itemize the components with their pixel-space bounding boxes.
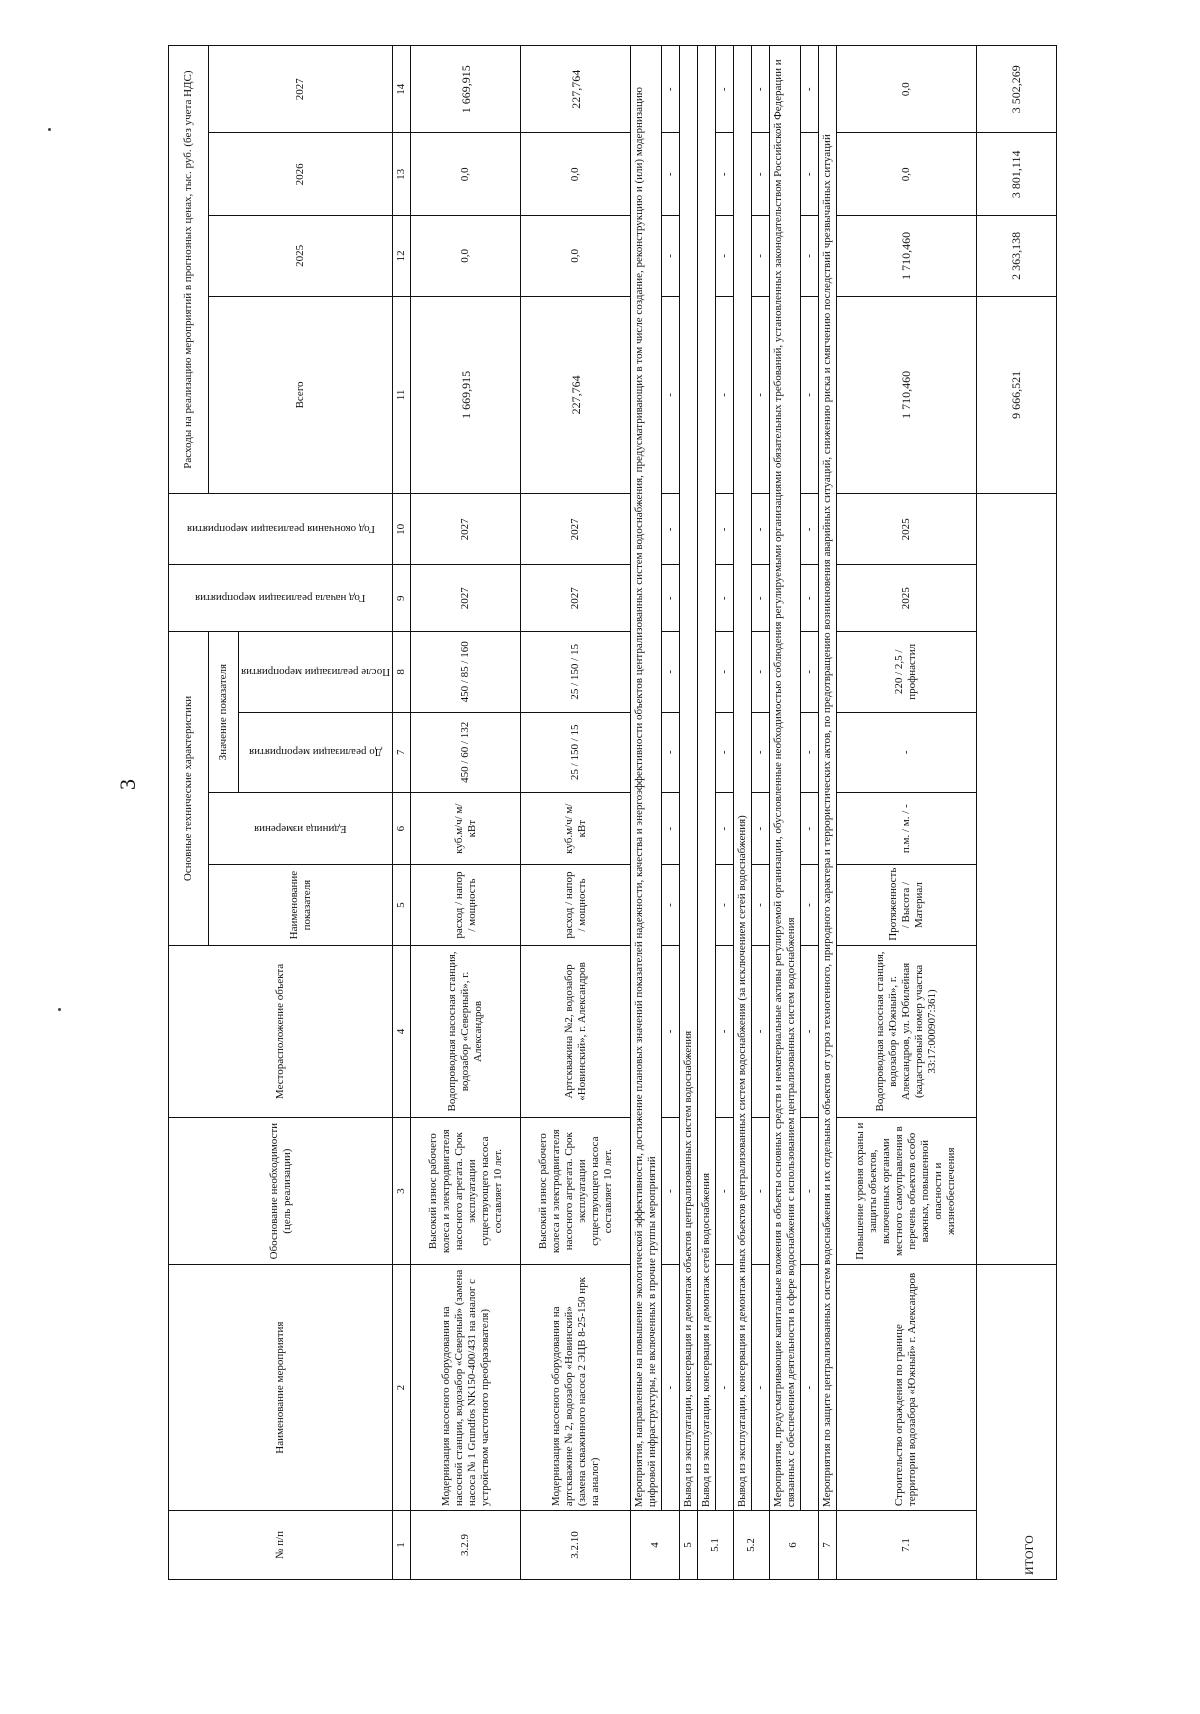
totals-spacer bbox=[976, 494, 1056, 1265]
col-index: 1 bbox=[393, 1511, 411, 1580]
dash-cell: - bbox=[800, 296, 818, 494]
dash-row bbox=[751, 46, 769, 1580]
indicator-name: расход / напор / мощность bbox=[411, 865, 521, 945]
measure-justification: Высокий износ рабочего колеса и электродвигателя насосного агрегата. Срок эксплуатации существующего насоса составляет 10 лет. bbox=[411, 1118, 521, 1265]
dash-cell: - bbox=[715, 792, 733, 864]
dash-cell: - bbox=[751, 792, 769, 864]
value-after: 220 / 2,5 / профнастил bbox=[836, 632, 976, 712]
dash-cell: - bbox=[662, 945, 680, 1117]
dash-cell: - bbox=[662, 632, 680, 712]
dash-row bbox=[800, 46, 818, 1580]
dash-cell: - bbox=[800, 216, 818, 296]
row-num: 5.2 bbox=[733, 1511, 769, 1580]
col-index: 12 bbox=[393, 216, 411, 296]
group-row-4 bbox=[631, 46, 662, 1580]
dash-cell: - bbox=[751, 296, 769, 494]
column-index-row bbox=[393, 46, 411, 1580]
dash-cell: - bbox=[751, 1118, 769, 1265]
row-num: 3.2.10 bbox=[521, 1511, 631, 1580]
cost-2026: 0,0 bbox=[521, 133, 631, 216]
measure-name: Модернизация насосного оборудования на артскважине № 2, водозабор «Новинский» (замена скважинного насоса 2 ЭЦВ 8-25-150 нрк на аналог) bbox=[521, 1265, 631, 1511]
totals-label: ИТОГО bbox=[976, 1265, 1056, 1580]
totals-2026: 3 801,114 bbox=[976, 133, 1056, 216]
dash-cell: - bbox=[715, 1265, 733, 1511]
col-index: 4 bbox=[393, 945, 411, 1117]
dash-cell: - bbox=[800, 792, 818, 864]
dash-cell: - bbox=[751, 712, 769, 792]
header-2026: 2026 bbox=[209, 133, 393, 216]
table-row-3-2-10 bbox=[521, 46, 631, 1580]
group-row-5-1 bbox=[698, 46, 716, 1580]
dash-cell: - bbox=[715, 133, 733, 216]
row-num: 7 bbox=[818, 1511, 836, 1580]
group-row-7 bbox=[818, 46, 836, 1580]
row-num: 6 bbox=[769, 1511, 818, 1580]
header-end-year bbox=[169, 494, 393, 565]
col-index: 13 bbox=[393, 133, 411, 216]
dash-cell: - bbox=[751, 632, 769, 712]
dash-cell: - bbox=[800, 865, 818, 945]
table-row-3-2-9 bbox=[411, 46, 521, 1580]
dash-cell: - bbox=[715, 565, 733, 632]
value-after: 450 / 85 / 160 bbox=[411, 632, 521, 712]
header-total: Всего bbox=[209, 296, 393, 494]
measure-justification: Высокий износ рабочего колеса и электродвигателя насосного агрегата. Срок эксплуатации существующего насоса составляет 10 лет. bbox=[521, 1118, 631, 1265]
cost-2025: 1 710,460 bbox=[836, 216, 976, 296]
start-year: 2027 bbox=[521, 565, 631, 632]
cost-2025: 0,0 bbox=[411, 216, 521, 296]
header-before bbox=[239, 712, 393, 792]
dash-cell: - bbox=[800, 133, 818, 216]
indicator-unit: п.м. / м. / - bbox=[836, 792, 976, 864]
dash-cell: - bbox=[751, 216, 769, 296]
group-title: Мероприятия, направленные на повышение экологической эффективности, достижение плановых значений показателей надежности, качества и энергоэффективности объектов централизованных систем водоснабжения, предусматривающих в том числе создание, реконструкцию и (или) модернизацию цифровой инфраструктуры, не включенных в прочие группы мероприятий bbox=[631, 46, 662, 1511]
header-location: Месторасположение объекта bbox=[169, 945, 393, 1117]
group-row-6 bbox=[769, 46, 800, 1580]
scan-speck bbox=[58, 1008, 61, 1011]
dash-cell: - bbox=[662, 565, 680, 632]
header-name: Наименование мероприятия bbox=[169, 1265, 393, 1511]
value-after: 25 / 150 / 15 bbox=[521, 632, 631, 712]
dash-cell: - bbox=[662, 46, 680, 133]
dash-cell: - bbox=[751, 565, 769, 632]
col-index: 5 bbox=[393, 865, 411, 945]
dash-cell: - bbox=[715, 494, 733, 565]
end-year: 2025 bbox=[836, 494, 976, 565]
col-index: 7 bbox=[393, 712, 411, 792]
dash-cell: - bbox=[715, 945, 733, 1117]
page-number: 3 bbox=[115, 779, 140, 790]
header-unit-text: Единица измерения bbox=[254, 822, 347, 835]
group-title: Вывод из эксплуатации, консервация и демонтаж объектов централизованных систем водоснабжения bbox=[680, 46, 698, 1511]
group-title: Мероприятия, предусматривающие капитальные вложения в объекты основных средств и нематериальные активы регулируемой организации, обусловленные необходимостью соблюдения регулируемыми организациями обязательных требований, установленных законодательством Российской Федерации и связанных с обеспечением деятельности в сфере водоснабжения с использованием централизованных систем водоснабжения bbox=[769, 46, 800, 1511]
row-num: 7.1 bbox=[836, 1511, 976, 1580]
totals-row bbox=[976, 46, 1056, 1580]
cost-2025: 0,0 bbox=[521, 216, 631, 296]
col-index: 14 bbox=[393, 46, 411, 133]
dash-row bbox=[662, 46, 680, 1580]
investment-program-table-sheet bbox=[168, 45, 1040, 1580]
cost-2026: 0,0 bbox=[411, 133, 521, 216]
dash-cell: - bbox=[715, 296, 733, 494]
col-index: 3 bbox=[393, 1118, 411, 1265]
dash-cell: - bbox=[715, 1118, 733, 1265]
header-2027: 2027 bbox=[209, 46, 393, 133]
indicator-name: Протяженность / Высота / Материал bbox=[836, 865, 976, 945]
dash-cell: - bbox=[662, 712, 680, 792]
object-location: Водопроводная насосная станция, водозабор «Южный», г. Александров, ул. Юбилейная (кадастровый номер участка 33:17:000907:361) bbox=[836, 945, 976, 1117]
dash-cell: - bbox=[662, 494, 680, 565]
group-title: Мероприятия по защите централизованных систем водоснабжения и их отдельных объектов от угроз техногенного, природного характера и террористических актов, по предотвращению возникновения аварийных ситуаций, снижению риска и смягчению последствий чрезвычайных ситуаций bbox=[818, 46, 836, 1511]
group-title: Вывод из эксплуатации, консервация и демонтаж иных объектов централизованных систем водоснабжения (за исключением сетей водоснабжения) bbox=[733, 46, 751, 1511]
dash-cell: - bbox=[715, 216, 733, 296]
header-start-year-text: Год начала реализации мероприятия bbox=[195, 592, 366, 605]
measure-name: Модернизация насосного оборудования на насосной станции, водозабор «Северный» (замена насоса № 1 Grundfos NK150-400/431 на аналог с устройством частотного преобразователя) bbox=[411, 1265, 521, 1511]
totals-total: 9 666,521 bbox=[976, 296, 1056, 494]
col-index: 6 bbox=[393, 792, 411, 864]
cost-2027: 0,0 bbox=[836, 46, 976, 133]
start-year: 2025 bbox=[836, 565, 976, 632]
row-num: 5.1 bbox=[698, 1511, 734, 1580]
header-num: № п/п bbox=[169, 1511, 393, 1580]
dash-cell: - bbox=[751, 945, 769, 1117]
cost-2026: 0,0 bbox=[836, 133, 976, 216]
row-num: 4 bbox=[631, 1511, 680, 1580]
header-unit bbox=[209, 792, 393, 864]
indicator-unit: куб.м/ч/ м/ кВт bbox=[521, 792, 631, 864]
header-tech-group: Основные технические характеристики bbox=[169, 632, 209, 946]
object-location: Артскважина №2, водозабор «Новинский», г. Александров bbox=[521, 945, 631, 1117]
dash-cell: - bbox=[715, 632, 733, 712]
dash-cell: - bbox=[800, 945, 818, 1117]
value-before: 25 / 150 / 15 bbox=[521, 712, 631, 792]
header-before-text: До реализации мероприятия bbox=[248, 746, 383, 759]
group-title: Вывод из эксплуатации, консервация и демонтаж сетей водоснабжения bbox=[698, 46, 716, 1511]
col-index: 8 bbox=[393, 632, 411, 712]
dash-cell: - bbox=[662, 1265, 680, 1511]
dash-cell: - bbox=[715, 712, 733, 792]
indicator-unit: куб.м/ч/ м/ кВт bbox=[411, 792, 521, 864]
measure-name: Строительство ограждения по границе территории водозабора «Южный» г. Александров bbox=[836, 1265, 976, 1511]
col-index: 10 bbox=[393, 494, 411, 565]
measure-justification: Повышение уровня охраны и защиты объектов, включенных органами местного самоуправления в перечень объектов особо важных, повышенной опасности и жизнеобеспечения bbox=[836, 1118, 976, 1265]
object-location: Водопроводная насосная станция, водозабор «Северный», г. Александров bbox=[411, 945, 521, 1117]
header-2025: 2025 bbox=[209, 216, 393, 296]
indicator-name: расход / напор / мощность bbox=[521, 865, 631, 945]
cost-total: 1 669,915 bbox=[411, 296, 521, 494]
dash-cell: - bbox=[800, 632, 818, 712]
header-indicator-name: Наименование показателя bbox=[209, 865, 393, 945]
row-num: 5 bbox=[680, 1511, 698, 1580]
header-after-text: После реализации мероприятия bbox=[241, 665, 391, 678]
group-row-5 bbox=[680, 46, 698, 1580]
value-before: - bbox=[836, 712, 976, 792]
totals-2025: 2 363,138 bbox=[976, 216, 1056, 296]
dash-cell: - bbox=[800, 494, 818, 565]
dash-cell: - bbox=[751, 865, 769, 945]
table-row-7-1 bbox=[836, 46, 976, 1580]
dash-cell: - bbox=[662, 216, 680, 296]
cost-total: 1 710,460 bbox=[836, 296, 976, 494]
col-index: 11 bbox=[393, 296, 411, 494]
dash-cell: - bbox=[751, 1265, 769, 1511]
dash-cell: - bbox=[662, 792, 680, 864]
dash-cell: - bbox=[715, 46, 733, 133]
dash-cell: - bbox=[800, 565, 818, 632]
header-after bbox=[239, 632, 393, 712]
dash-cell: - bbox=[662, 133, 680, 216]
header-start-year bbox=[169, 565, 393, 632]
totals-2027: 3 502,269 bbox=[976, 46, 1056, 133]
scan-speck bbox=[48, 128, 51, 131]
cost-2027: 227,764 bbox=[521, 46, 631, 133]
dash-row bbox=[715, 46, 733, 1580]
dash-cell: - bbox=[800, 712, 818, 792]
value-before: 450 / 60 / 132 bbox=[411, 712, 521, 792]
col-index: 9 bbox=[393, 565, 411, 632]
dash-cell: - bbox=[800, 1265, 818, 1511]
row-num: 3.2.9 bbox=[411, 1511, 521, 1580]
dash-cell: - bbox=[751, 46, 769, 133]
dash-cell: - bbox=[751, 133, 769, 216]
cost-total: 227,764 bbox=[521, 296, 631, 494]
dash-cell: - bbox=[751, 494, 769, 565]
dash-cell: - bbox=[800, 46, 818, 133]
dash-cell: - bbox=[662, 1118, 680, 1265]
header-end-year-text: Год окончания реализации мероприятия bbox=[186, 523, 375, 536]
start-year: 2027 bbox=[411, 565, 521, 632]
dash-cell: - bbox=[800, 1118, 818, 1265]
header-justification: Обоснование необходимости (цель реализации) bbox=[169, 1118, 393, 1265]
header-costs: Расходы на реализацию мероприятий в прогнозных ценах, тыс. руб. (без учета НДС) bbox=[169, 46, 209, 494]
dash-cell: - bbox=[715, 865, 733, 945]
end-year: 2027 bbox=[411, 494, 521, 565]
cost-2027: 1 669,915 bbox=[411, 46, 521, 133]
dash-cell: - bbox=[662, 296, 680, 494]
col-index: 2 bbox=[393, 1265, 411, 1511]
header-indicator-value: Значение показателя bbox=[209, 632, 239, 793]
group-row-5-2 bbox=[733, 46, 751, 1580]
investment-program-table bbox=[168, 45, 1057, 1580]
end-year: 2027 bbox=[521, 494, 631, 565]
dash-cell: - bbox=[662, 865, 680, 945]
